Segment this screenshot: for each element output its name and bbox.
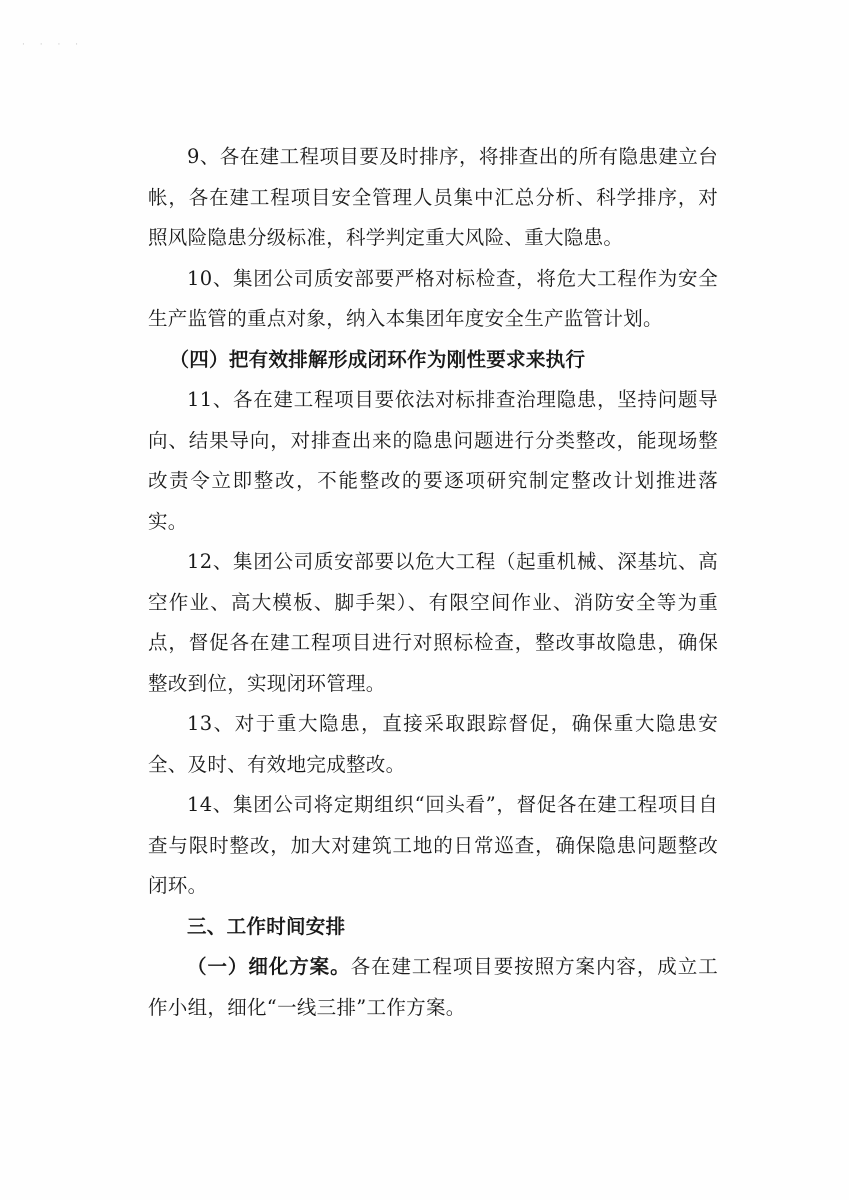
paragraph-9: 9、各在建工程项目要及时排序，将排查出的所有隐患建立台帐，各在建工程项目安全管理人员集中汇总分析、科学排序，对照风险隐患分级标准，科学判定重大风险、重大隐患。 xyxy=(148,145,718,249)
paragraph-11: 11、各在建工程项目要依法对标排查治理隐患，坚持问题导向、结果导向，对排查出来的隐患问题进行分类整改，能现场整改责令立即整改，不能整改的要逐项研究制定整改计划推进落实。 xyxy=(148,388,718,533)
paragraph-body: 各在建工程项目要按照方案内容，成立工作小组，细化“一线三排”工作方案。 xyxy=(148,955,719,1019)
paragraph-14: 14、集团公司将定期组织“回头看”，督促各在建工程项目自查与限时整改，加大对建筑工地的日常巡查，确保隐患问题整改闭环。 xyxy=(148,793,718,897)
paragraph-12: 12、集团公司质安部要以危大工程（起重机械、深基坑、高空作业、高大模板、脚手架）、有限空间作业、消防安全等为重点，督促各在建工程项目进行对照标检查，整改事故隐患，确保整改到位，实现闭环管理。 xyxy=(148,550,718,695)
scan-mark: · · · · xyxy=(22,40,85,50)
paragraph-13: 13、对于重大隐患，直接采取跟踪督促，确保重大隐患安全、及时、有效地完成整改。 xyxy=(148,712,718,776)
paragraph-10: 10、集团公司质安部要严格对标检查，将危大工程作为安全生产监管的重点对象，纳入本集团年度安全生产监管计划。 xyxy=(148,266,718,330)
document-body xyxy=(148,137,718,1028)
section-heading-4: （四）把有效排解形成闭环作为刚性要求来执行 xyxy=(169,347,586,371)
section-heading-3: 三、工作时间安排 xyxy=(187,914,346,938)
paragraph-lead: （一）细化方案。 xyxy=(187,955,351,978)
paragraph-refine-plan xyxy=(148,947,718,1028)
